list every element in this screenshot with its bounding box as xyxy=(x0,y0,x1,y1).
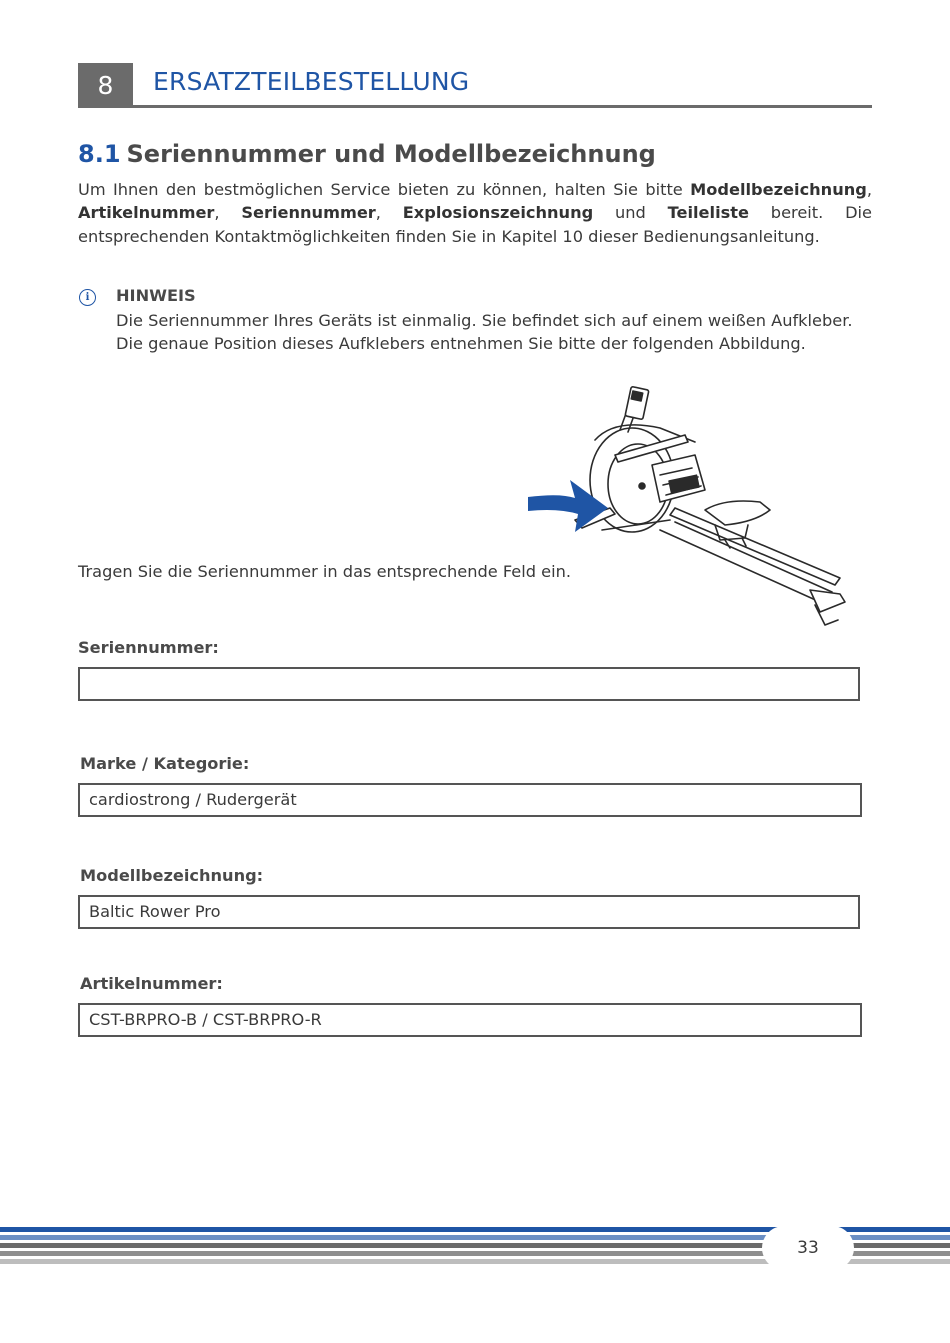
article-number-label: Artikelnummer: xyxy=(80,974,223,993)
intro-text: , xyxy=(214,203,242,223)
intro-text: bereit. Die entsprechenden Kontaktmöglichkeiten finden Sie in Kapitel 10 dieser Bedienungsanleitung. xyxy=(78,203,873,246)
page-number: 33 xyxy=(762,1226,854,1270)
chapter-title: ERSATZTEILBESTELLUNG xyxy=(153,67,470,96)
model-name-field: Baltic Rower Pro xyxy=(78,895,860,929)
chapter-divider xyxy=(78,105,872,108)
info-icon: i xyxy=(79,289,96,306)
rowing-machine-illustration xyxy=(520,380,860,630)
model-name-label: Modellbezeichnung: xyxy=(80,866,264,885)
section-number: 8.1 xyxy=(78,140,121,168)
intro-bold-artikelnummer: Artikelnummer xyxy=(78,203,215,223)
section-heading xyxy=(78,140,656,168)
note-title: HINWEIS xyxy=(116,286,196,305)
brand-category-field: cardiostrong / Rudergerät xyxy=(78,783,862,817)
intro-bold-explosionszeichnung: Explosionszeichnung xyxy=(402,203,594,223)
serial-number-label: Seriennummer: xyxy=(78,638,219,657)
intro-bold-modellbezeichnung: Modellbezeichnung xyxy=(690,180,867,199)
section-title: Seriennummer und Modellbezeichnung xyxy=(126,140,656,168)
chapter-number: 8 xyxy=(78,63,133,108)
article-number-field: CST-BRPRO-B / CST-BRPRO-R xyxy=(78,1003,862,1037)
intro-text: und xyxy=(593,203,668,223)
brand-category-label: Marke / Kategorie: xyxy=(80,754,250,773)
intro-paragraph xyxy=(78,178,872,248)
intro-text: , xyxy=(375,203,403,223)
intro-text: , xyxy=(866,180,872,199)
note-body: Die Seriennummer Ihres Geräts ist einmalig. Sie befindet sich auf einem weißen Aufkleber. Die genaue Position dieses Aufklebers entnehmen Sie bitte der folgenden Abbildung. xyxy=(116,311,853,354)
intro-bold-seriennummer: Seriennummer xyxy=(241,203,376,223)
intro-text: Um Ihnen den bestmöglichen Service bieten zu können, halten Sie bitte xyxy=(78,180,691,199)
instruction-text: Tragen Sie die Seriennummer in das entsprechende Feld ein. xyxy=(78,562,572,581)
serial-number-field[interactable] xyxy=(78,667,860,701)
intro-bold-teileliste: Teileliste xyxy=(667,203,749,223)
